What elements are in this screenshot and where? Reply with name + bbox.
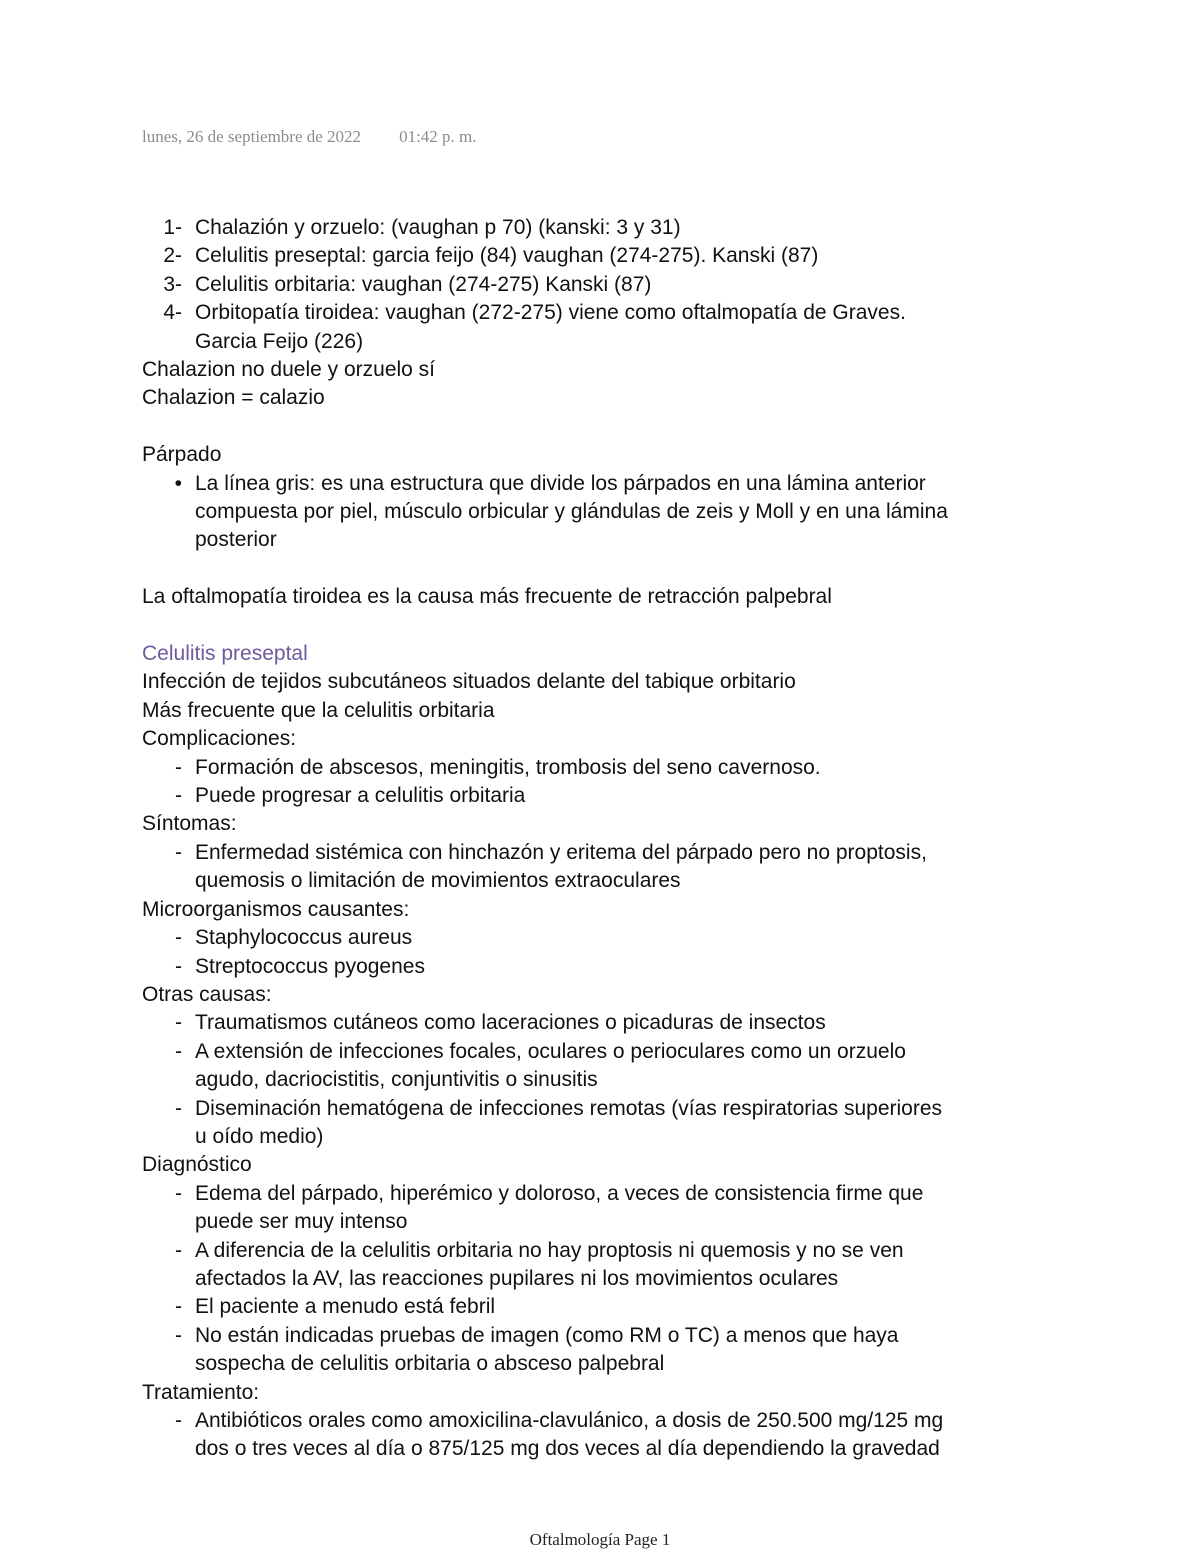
subheading-tratamiento: Tratamiento: bbox=[142, 1380, 260, 1404]
dash-marker: - bbox=[175, 1295, 182, 1319]
dash-list bbox=[142, 924, 1082, 981]
dash-list-text: Traumatismos cutáneos como laceraciones o picaduras de insectos bbox=[195, 1011, 826, 1035]
dash-list-text: Streptococcus pyogenes bbox=[195, 954, 425, 978]
list-item-text: Orbitopatía tiroidea: vaughan (272-275) viene como oftalmopatía de Graves. bbox=[195, 301, 906, 325]
note-date: lunes, 26 de septiembre de 2022 bbox=[142, 127, 362, 146]
reference-list bbox=[142, 214, 1082, 356]
list-item-text: Celulitis orbitaria: vaughan (274-275) Kanski (87) bbox=[195, 272, 652, 296]
list-item bbox=[142, 242, 1082, 270]
dash-list-text: u oído medio) bbox=[195, 1124, 324, 1148]
dash-list-item bbox=[142, 1038, 1082, 1095]
dash-marker: - bbox=[175, 1238, 182, 1262]
subheading-complicaciones: Complicaciones: bbox=[142, 727, 297, 751]
dash-list-item bbox=[142, 754, 1082, 782]
dash-list-text: agudo, dacriocistitis, conjuntivitis o sinusitis bbox=[195, 1068, 598, 1092]
dash-list-text: A diferencia de la celulitis orbitaria no hay proptosis ni quemosis y no se ven bbox=[195, 1238, 904, 1262]
bullet-dot-icon: • bbox=[174, 471, 182, 495]
note-line: Chalazion = calazio bbox=[142, 386, 325, 410]
bullet-text: posterior bbox=[195, 528, 277, 552]
section-heading-celulitis: Celulitis preseptal bbox=[142, 642, 308, 666]
dash-list-text: Staphylococcus aureus bbox=[195, 926, 413, 950]
bullet-text: La línea gris: es una estructura que divide los párpados en una lámina anterior bbox=[195, 471, 926, 495]
dash-marker: - bbox=[175, 1323, 182, 1347]
dash-list-text: Enfermedad sistémica con hinchazón y eritema del párpado pero no proptosis, bbox=[195, 840, 927, 864]
note-time: 01:42 p. m. bbox=[399, 127, 477, 146]
list-number: 2- bbox=[163, 244, 182, 268]
dash-list-text: Formación de abscesos, meningitis, trombosis del seno cavernoso. bbox=[195, 755, 821, 779]
list-item bbox=[142, 214, 1082, 242]
subheading-sintomas: Síntomas: bbox=[142, 812, 237, 836]
page-footer: Oftalmología Page 1 bbox=[529, 1530, 671, 1549]
dash-marker: - bbox=[175, 840, 182, 864]
dash-list-text: afectados la AV, las reacciones pupilares ni los movimientos oculares bbox=[195, 1266, 839, 1290]
dash-list-text: puede ser muy intenso bbox=[195, 1210, 408, 1234]
spacer bbox=[142, 612, 1082, 640]
list-item bbox=[142, 271, 1082, 299]
dash-marker: - bbox=[175, 1039, 182, 1063]
dash-list-item bbox=[142, 953, 1082, 981]
dash-list-text: dos o tres veces al día o 875/125 mg dos veces al día dependiendo la gravedad bbox=[195, 1437, 940, 1461]
dash-list-text: Edema del párpado, hiperémico y doloroso, a veces de consistencia firme que bbox=[195, 1181, 924, 1205]
dash-list-text: Puede progresar a celulitis orbitaria bbox=[195, 784, 526, 808]
dash-list-text: No están indicadas pruebas de imagen (como RM o TC) a menos que haya bbox=[195, 1323, 899, 1347]
spacer bbox=[142, 413, 1082, 441]
dash-list-item bbox=[142, 1009, 1082, 1037]
section-heading-parpado: Párpado bbox=[142, 443, 222, 467]
note-line: La oftalmopatía tiroidea es la causa más frecuente de retracción palpebral bbox=[142, 585, 832, 609]
dash-list-item bbox=[142, 1095, 1082, 1152]
dash-list-item bbox=[142, 1407, 1082, 1464]
list-item-text: Celulitis preseptal: garcia feijo (84) vaughan (274-275). Kanski (87) bbox=[195, 244, 819, 268]
list-item bbox=[142, 299, 1082, 356]
note-line: Infección de tejidos subcutáneos situados delante del tabique orbitario bbox=[142, 670, 796, 694]
list-number: 4- bbox=[163, 301, 182, 325]
note-timestamp bbox=[142, 127, 477, 147]
dash-marker: - bbox=[175, 755, 182, 779]
dash-list-item bbox=[142, 1180, 1082, 1237]
dash-list-text: Diseminación hematógena de infecciones remotas (vías respiratorias superiores bbox=[195, 1096, 943, 1120]
list-item-text: Chalazión y orzuelo: (vaughan p 70) (kanski: 3 y 31) bbox=[195, 216, 681, 239]
subheading-otras-causas: Otras causas: bbox=[142, 982, 272, 1006]
dash-list-text: El paciente a menudo está febril bbox=[195, 1295, 496, 1319]
dash-list bbox=[142, 1009, 1082, 1151]
list-number: 1- bbox=[163, 216, 182, 239]
spacer bbox=[142, 555, 1082, 583]
dash-list bbox=[142, 839, 1082, 896]
dash-marker: - bbox=[175, 1011, 182, 1035]
dash-list bbox=[142, 1407, 1082, 1464]
list-number: 3- bbox=[163, 272, 182, 296]
subheading-microorganismos: Microorganismos causantes: bbox=[142, 897, 410, 921]
dash-list bbox=[142, 1180, 1082, 1379]
dash-marker: - bbox=[175, 1181, 182, 1205]
dash-list-item bbox=[142, 1293, 1082, 1321]
dash-marker: - bbox=[175, 1096, 182, 1120]
list-item-text-continued: Garcia Feijo (226) bbox=[195, 329, 364, 353]
dash-list-item bbox=[142, 1237, 1082, 1294]
note-body bbox=[142, 214, 1082, 1464]
dash-list-item bbox=[142, 924, 1082, 952]
bullet-item bbox=[142, 470, 1082, 555]
note-line: Chalazion no duele y orzuelo sí bbox=[142, 358, 436, 382]
subheading-diagnostico: Diagnóstico bbox=[142, 1153, 252, 1177]
dash-list-item bbox=[142, 839, 1082, 896]
dash-marker: - bbox=[175, 954, 182, 978]
dash-list-text: sospecha de celulitis orbitaria o absceso palpebral bbox=[195, 1352, 665, 1376]
dash-list-text: quemosis o limitación de movimientos extraoculares bbox=[195, 869, 681, 893]
bullet-text: compuesta por piel, músculo orbicular y glándulas de zeis y Moll y en una lámina bbox=[195, 500, 948, 524]
dash-list-text: Antibióticos orales como amoxicilina-clavulánico, a dosis de 250.500 mg/125 mg bbox=[195, 1409, 944, 1433]
dash-list-item bbox=[142, 1322, 1082, 1379]
dash-marker: - bbox=[175, 784, 182, 808]
dash-list bbox=[142, 754, 1082, 811]
dash-list-text: A extensión de infecciones focales, oculares o perioculares como un orzuelo bbox=[195, 1039, 906, 1063]
dash-marker: - bbox=[175, 1409, 182, 1433]
dash-list-item bbox=[142, 782, 1082, 810]
note-line: Más frecuente que la celulitis orbitaria bbox=[142, 698, 495, 722]
dash-marker: - bbox=[175, 926, 182, 950]
